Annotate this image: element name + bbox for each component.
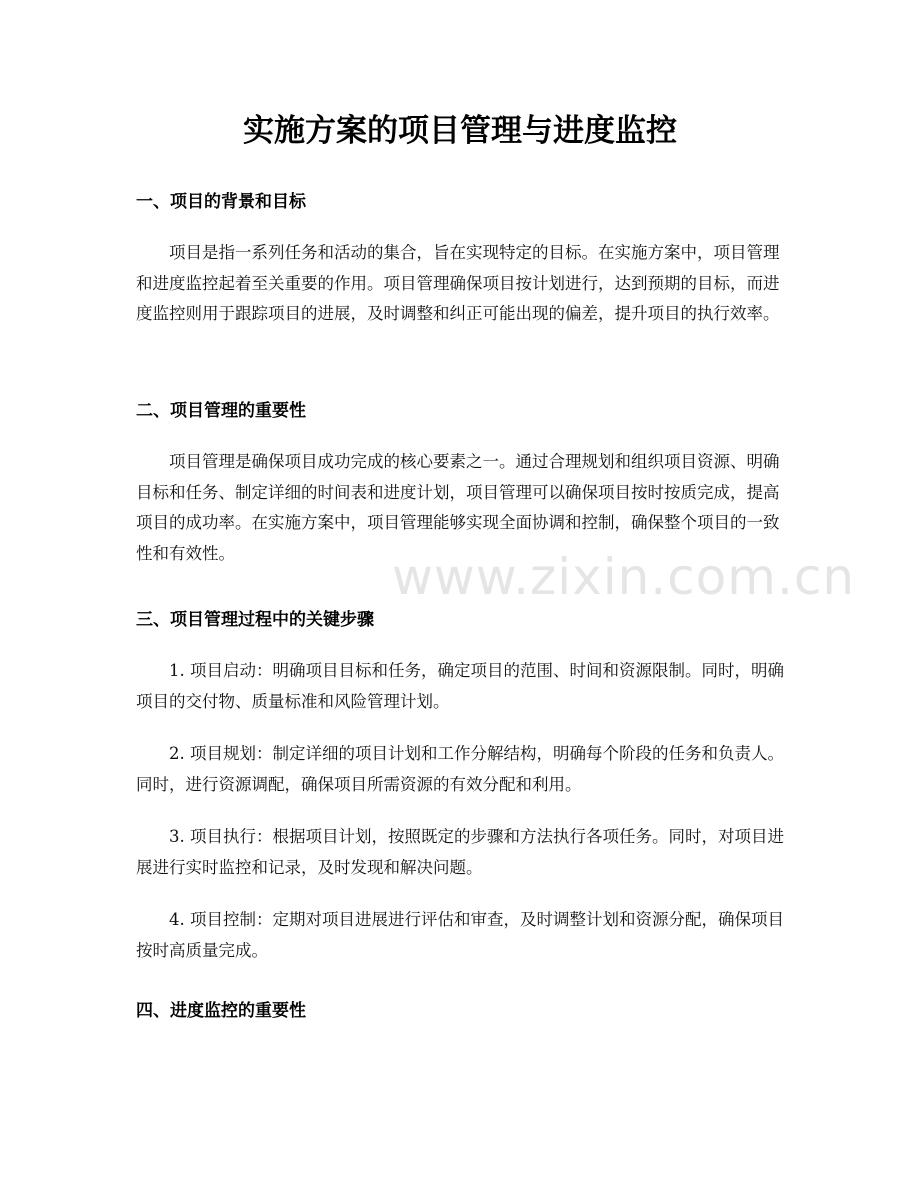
section-paragraph-background: 项目是指一系列任务和活动的集合，旨在实现特定的目标。在实施方案中，项目管理和进度监控起着至关重要的作用。项目管理确保项目按计划进行，达到预期的目标，而进度监控则用于跟踪项目的进展，及时调整和纠正可能出现的偏差，提升项目的执行效率。 [136, 243, 780, 323]
step-item-execution: 3. 项目执行：根据项目计划，按照既定的步骤和方法执行各项任务。同时，对项目进展进行实时监控和记录，及时发现和解决问题。 [136, 827, 784, 877]
section-paragraph-importance: 项目管理是确保项目成功完成的核心要素之一。通过合理规划和组织项目资源、明确目标和任务、制定详细的时间表和进度计划，项目管理可以确保项目按时按质完成，提高项目的成功率。在实施方案中，项目管理能够实现全面协调和控制，确保整个项目的一致性和有效性。 [136, 452, 780, 563]
watermark-text: www.zixin.com.cn [392, 548, 856, 606]
document-title: 实施方案的项目管理与进度监控 [243, 113, 677, 149]
section-heading-background: 一、项目的背景和目标 [136, 192, 306, 212]
step-item-control: 4. 项目控制：定期对项目进展进行评估和审查，及时调整计划和资源分配，确保项目按时高质量完成。 [136, 910, 784, 960]
section-heading-importance: 二、项目管理的重要性 [136, 401, 306, 421]
step-item-planning: 2. 项目规划：制定详细的项目计划和工作分解结构，明确每个阶段的任务和负责人。同时，进行资源调配，确保项目所需资源的有效分配和利用。 [136, 744, 784, 794]
step-item-initiation: 1. 项目启动：明确项目目标和任务，确定项目的范围、时间和资源限制。同时，明确项目的交付物、质量标准和风险管理计划。 [136, 661, 784, 711]
section-heading-progress-monitoring: 四、进度监控的重要性 [136, 1001, 306, 1021]
section-heading-key-steps: 三、项目管理过程中的关键步骤 [136, 610, 374, 630]
